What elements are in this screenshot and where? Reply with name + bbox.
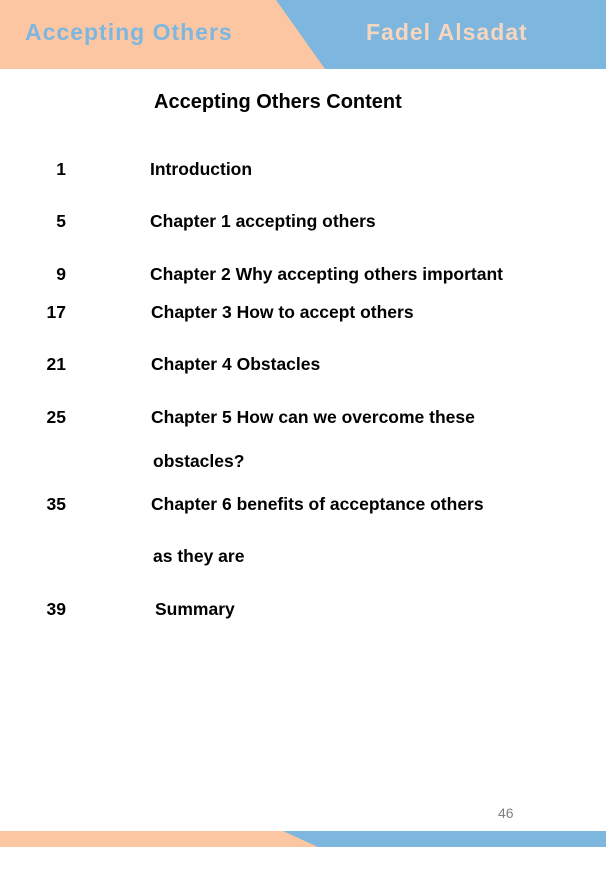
toc-entry-continuation: obstacles? (153, 451, 245, 471)
toc-entry-continuation: as they are (153, 546, 245, 566)
toc-page-number: 25 (46, 407, 66, 427)
toc-entry-title: Summary (155, 599, 235, 619)
toc-page-number: 17 (46, 302, 66, 322)
page-number: 46 (498, 805, 514, 821)
toc-entry-title: Chapter 1 accepting others (150, 211, 376, 231)
toc-page-number: 21 (46, 354, 66, 374)
toc-entry-title: Chapter 6 benefits of acceptance others (151, 494, 484, 514)
toc-entry-title: Introduction (150, 159, 253, 179)
header-banner (0, 0, 606, 69)
toc-page-number: 39 (46, 599, 66, 619)
footer-band (0, 831, 606, 847)
toc-entry-title: Chapter 3 How to accept others (151, 302, 414, 322)
toc-page-number: 5 (56, 211, 66, 231)
toc-entry-title: Chapter 5 How can we overcome these (151, 407, 475, 427)
header-title: Accepting Others (25, 19, 233, 45)
header-author: Fadel Alsadat (366, 19, 528, 45)
toc-page-number: 1 (56, 159, 66, 179)
toc-page-number: 35 (46, 494, 66, 514)
document-title: Accepting Others Content (154, 91, 402, 113)
toc-page-number: 9 (56, 264, 66, 284)
toc-entry-title: Chapter 4 Obstacles (151, 354, 321, 374)
toc-entry-title: Chapter 2 Why accepting others important (150, 264, 503, 284)
